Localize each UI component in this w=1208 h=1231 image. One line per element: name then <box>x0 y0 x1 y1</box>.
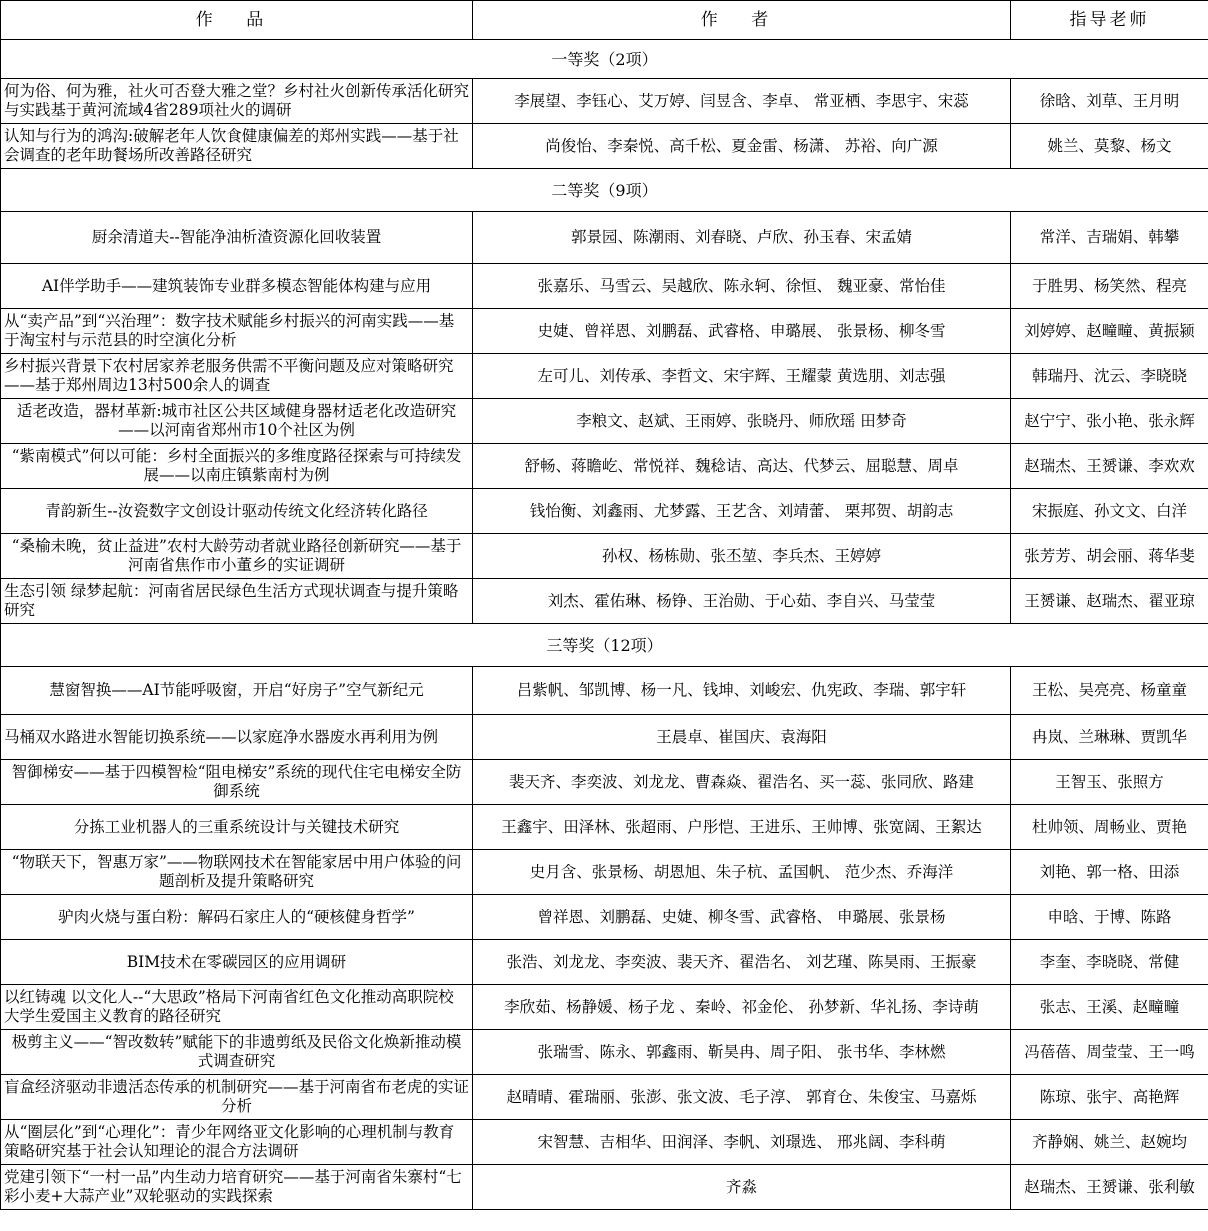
table-row <box>1 940 1208 985</box>
work-authors: 李欣茹、杨静媛、杨子龙 、秦岭、祁金伦、 孙梦新、华礼扬、李诗萌 <box>473 985 1011 1030</box>
work-title: 从“圈层化”到“心理化”：青少年网络亚文化影响的心理机制与教育策略研究基于社会认知理论的混合方法调研 <box>1 1120 473 1165</box>
work-title: 以红铸魂 以文化人--“大思政”格局下河南省红色文化推动高职院校大学生爱国主义教育的路径研究 <box>1 985 473 1030</box>
table-row <box>1 212 1208 264</box>
header-work: 作 品 <box>1 1 473 40</box>
table-row <box>1 715 1208 760</box>
table-row <box>1 79 1208 124</box>
section-third-prize <box>1 624 1208 667</box>
table-row <box>1 399 1208 444</box>
table-row <box>1 805 1208 850</box>
work-advisors: 刘婷婷、赵疃疃、黄振颍 <box>1011 309 1208 354</box>
work-title: 驴肉火烧与蛋白粉：解码石家庄人的“硬核健身哲学” <box>1 895 473 940</box>
work-authors: 裴天齐、李奕波、刘龙龙、曹森焱、翟浩名、买一蕊、张同欣、路建 <box>473 760 1011 805</box>
work-authors: 钱怡衡、刘鑫雨、尤梦露、王艺含、刘靖蕾、 栗邦贺、胡韵志 <box>473 489 1011 534</box>
work-authors: 宋智慧、吉相华、田润泽、李帆、刘璟选、 邢兆阔、李科萌 <box>473 1120 1011 1165</box>
work-title: 认知与行为的鸿沟:破解老年人饮食健康偏差的郑州实践——基于社会调查的老年助餐场所改善路径研究 <box>1 124 473 169</box>
work-authors: 刘杰、霍佑琳、杨铮、王治勋、于心茹、李自兴、马莹莹 <box>473 579 1011 624</box>
work-advisors: 刘艳、郭一格、田添 <box>1011 850 1208 895</box>
work-advisors: 徐晗、刘草、王月明 <box>1011 79 1208 124</box>
work-authors: 李展望、李钰心、艾万婷、闫昱含、李卓、 常亚栖、李思宇、宋蕊 <box>473 79 1011 124</box>
section-label: 二等奖（9项） <box>1 169 1208 212</box>
table-row <box>1 760 1208 805</box>
work-advisors: 宋振庭、孙文文、白洋 <box>1011 489 1208 534</box>
table-row <box>1 985 1208 1030</box>
work-authors: 张瑞雪、陈永、郭鑫雨、靳昊冉、周子阳、 张书华、李林燃 <box>473 1030 1011 1075</box>
work-title: 智御梯安——基于四模智检“阻电梯安”系统的现代住宅电梯安全防御系统 <box>1 760 473 805</box>
work-authors: 左可儿、刘传承、李哲文、宋宇辉、王耀蒙 黄选朋、刘志强 <box>473 354 1011 399</box>
table-row <box>1 1075 1208 1120</box>
work-advisors: 冯蓓蓓、周莹莹、王一鸣 <box>1011 1030 1208 1075</box>
work-authors: 张嘉乐、马雪云、吴越欣、陈永轲、徐恒、 魏亚豪、常怡佳 <box>473 264 1011 309</box>
work-title: “桑榆未晚，贫止益进”农村大龄劳动者就业路径创新研究——基于河南省焦作市小董乡的实证调研 <box>1 534 473 579</box>
work-title: 马桶双水路进水智能切换系统——以家庭净水器废水再利用为例 <box>1 715 473 760</box>
work-title: “紫南模式”何以可能：乡村全面振兴的多维度路径探索与可持续发展——以南庄镇紫南村为例 <box>1 444 473 489</box>
work-advisors: 杜帅领、周畅业、贾艳 <box>1011 805 1208 850</box>
section-label: 一等奖（2项） <box>1 40 1208 79</box>
table-row <box>1 1165 1208 1210</box>
header-advisors: 指导老师 <box>1011 1 1208 40</box>
section-first-prize <box>1 40 1208 79</box>
work-authors: 曾祥恩、刘鹏磊、史婕、柳冬雪、武睿格、 申璐展、张景杨 <box>473 895 1011 940</box>
table-row <box>1 264 1208 309</box>
work-advisors: 李奎、李晓晓、常健 <box>1011 940 1208 985</box>
work-title: BIM技术在零碳园区的应用调研 <box>1 940 473 985</box>
table-row <box>1 850 1208 895</box>
work-authors: 尚俊怡、李秦悦、高千松、夏金雷、杨潇、 苏裕、向广源 <box>473 124 1011 169</box>
work-authors: 孙权、杨栋勋、张丕堃、李兵杰、王婷婷 <box>473 534 1011 579</box>
table-row <box>1 354 1208 399</box>
work-advisors: 于胜男、杨笑然、程亮 <box>1011 264 1208 309</box>
work-authors: 王鑫宇、田泽林、张超雨、户彤恺、王进乐、王帅博、张宽阔、王絮达 <box>473 805 1011 850</box>
work-title: 厨余清道夫--智能净油析渣资源化回收装置 <box>1 212 473 264</box>
work-title: 何为俗、何为雅，社火可否登大雅之堂？乡村社火创新传承活化研究与实践基于黄河流域4省289项社火的调研 <box>1 79 473 124</box>
work-authors: 史婕、曾祥恩、刘鹏磊、武睿格、申璐展、 张景杨、柳冬雪 <box>473 309 1011 354</box>
table-row <box>1 895 1208 940</box>
work-advisors: 常洋、吉瑞娟、韩攀 <box>1011 212 1208 264</box>
work-advisors: 张志、王溪、赵疃疃 <box>1011 985 1208 1030</box>
work-advisors: 申晗、于博、陈路 <box>1011 895 1208 940</box>
table-row <box>1 667 1208 715</box>
work-title: 分拣工业机器人的三重系统设计与关键技术研究 <box>1 805 473 850</box>
work-title: “物联天下，智惠万家”——物联网技术在智能家居中用户体验的问题剖析及提升策略研究 <box>1 850 473 895</box>
work-authors: 张浩、刘龙龙、李奕波、裴天齐、翟浩名、 刘艺瑾、陈昊雨、王振豪 <box>473 940 1011 985</box>
work-title: 慧窗智换——AI节能呼吸窗，开启“好房子”空气新纪元 <box>1 667 473 715</box>
work-title: 盲盒经济驱动非遗活态传承的机制研究——基于河南省布老虎的实证分析 <box>1 1075 473 1120</box>
section-second-prize <box>1 169 1208 212</box>
table-row <box>1 489 1208 534</box>
work-advisors: 冉岚、兰琳琳、贾凯华 <box>1011 715 1208 760</box>
work-advisors: 赵宁宁、张小艳、张永辉 <box>1011 399 1208 444</box>
table-row <box>1 1120 1208 1165</box>
header-row <box>1 1 1208 40</box>
work-advisors: 赵瑞杰、王赟谦、张利敏 <box>1011 1165 1208 1210</box>
work-title: 青韵新生--汝瓷数字文创设计驱动传统文化经济转化路径 <box>1 489 473 534</box>
work-advisors: 王松、吴亮亮、杨童童 <box>1011 667 1208 715</box>
table-row <box>1 534 1208 579</box>
work-advisors: 王赟谦、赵瑞杰、翟亚琼 <box>1011 579 1208 624</box>
work-title: 生态引领 绿梦起航：河南省居民绿色生活方式现状调查与提升策略研究 <box>1 579 473 624</box>
table-row <box>1 124 1208 169</box>
work-advisors: 姚兰、莫黎、杨文 <box>1011 124 1208 169</box>
table-row <box>1 1030 1208 1075</box>
header-authors: 作 者 <box>473 1 1011 40</box>
work-title: 乡村振兴背景下农村居家养老服务供需不平衡问题及应对策略研究——基于郑州周边13村500余人的调查 <box>1 354 473 399</box>
work-authors: 舒畅、蒋瞻屹、常悦祥、魏稔诘、高达、代梦云、屈聪慧、周卓 <box>473 444 1011 489</box>
table-row <box>1 309 1208 354</box>
work-authors: 齐淼 <box>473 1165 1011 1210</box>
work-authors: 郭景园、陈潮雨、刘春晓、卢欣、孙玉春、宋孟婧 <box>473 212 1011 264</box>
work-title: 适老改造，器材革新:城市社区公共区域健身器材适老化改造研究——以河南省郑州市10个社区为例 <box>1 399 473 444</box>
work-authors: 史月含、张景杨、胡恩旭、朱子杭、孟国帆、 范少杰、乔海洋 <box>473 850 1011 895</box>
table-row <box>1 579 1208 624</box>
work-title: 从“卖产品”到“兴治理”：数字技术赋能乡村振兴的河南实践——基于淘宝村与示范县的时空演化分析 <box>1 309 473 354</box>
work-title: 党建引领下“一村一品”内生动力培育研究——基于河南省朱寨村“七彩小麦+大蒜产业”双轮驱动的实践探索 <box>1 1165 473 1210</box>
work-authors: 李粮文、赵斌、王雨婷、张晓丹、师欣瑶 田梦奇 <box>473 399 1011 444</box>
work-advisors: 张芳芳、胡会丽、蒋华斐 <box>1011 534 1208 579</box>
work-advisors: 韩瑞丹、沈云、李晓晓 <box>1011 354 1208 399</box>
work-authors: 赵晴晴、霍瑞丽、张澎、张文波、毛子淳、 郭育仓、朱俊宝、马嘉烁 <box>473 1075 1011 1120</box>
work-advisors: 王智玉、张照方 <box>1011 760 1208 805</box>
section-label: 三等奖（12项） <box>1 624 1208 667</box>
work-authors: 王晨卓、崔国庆、袁海阳 <box>473 715 1011 760</box>
work-authors: 吕紫帆、邹凯博、杨一凡、钱坤、刘峻宏、仇宪政、李瑞、郭宇轩 <box>473 667 1011 715</box>
table-row <box>1 444 1208 489</box>
work-advisors: 齐静娴、姚兰、赵婉均 <box>1011 1120 1208 1165</box>
work-title: 极剪主义——“智改数转”赋能下的非遗剪纸及民俗文化焕新推动模式调查研究 <box>1 1030 473 1075</box>
work-title: AI伴学助手——建筑装饰专业群多模态智能体构建与应用 <box>1 264 473 309</box>
work-advisors: 陈琼、张宇、高艳辉 <box>1011 1075 1208 1120</box>
work-advisors: 赵瑞杰、王赟谦、李欢欢 <box>1011 444 1208 489</box>
